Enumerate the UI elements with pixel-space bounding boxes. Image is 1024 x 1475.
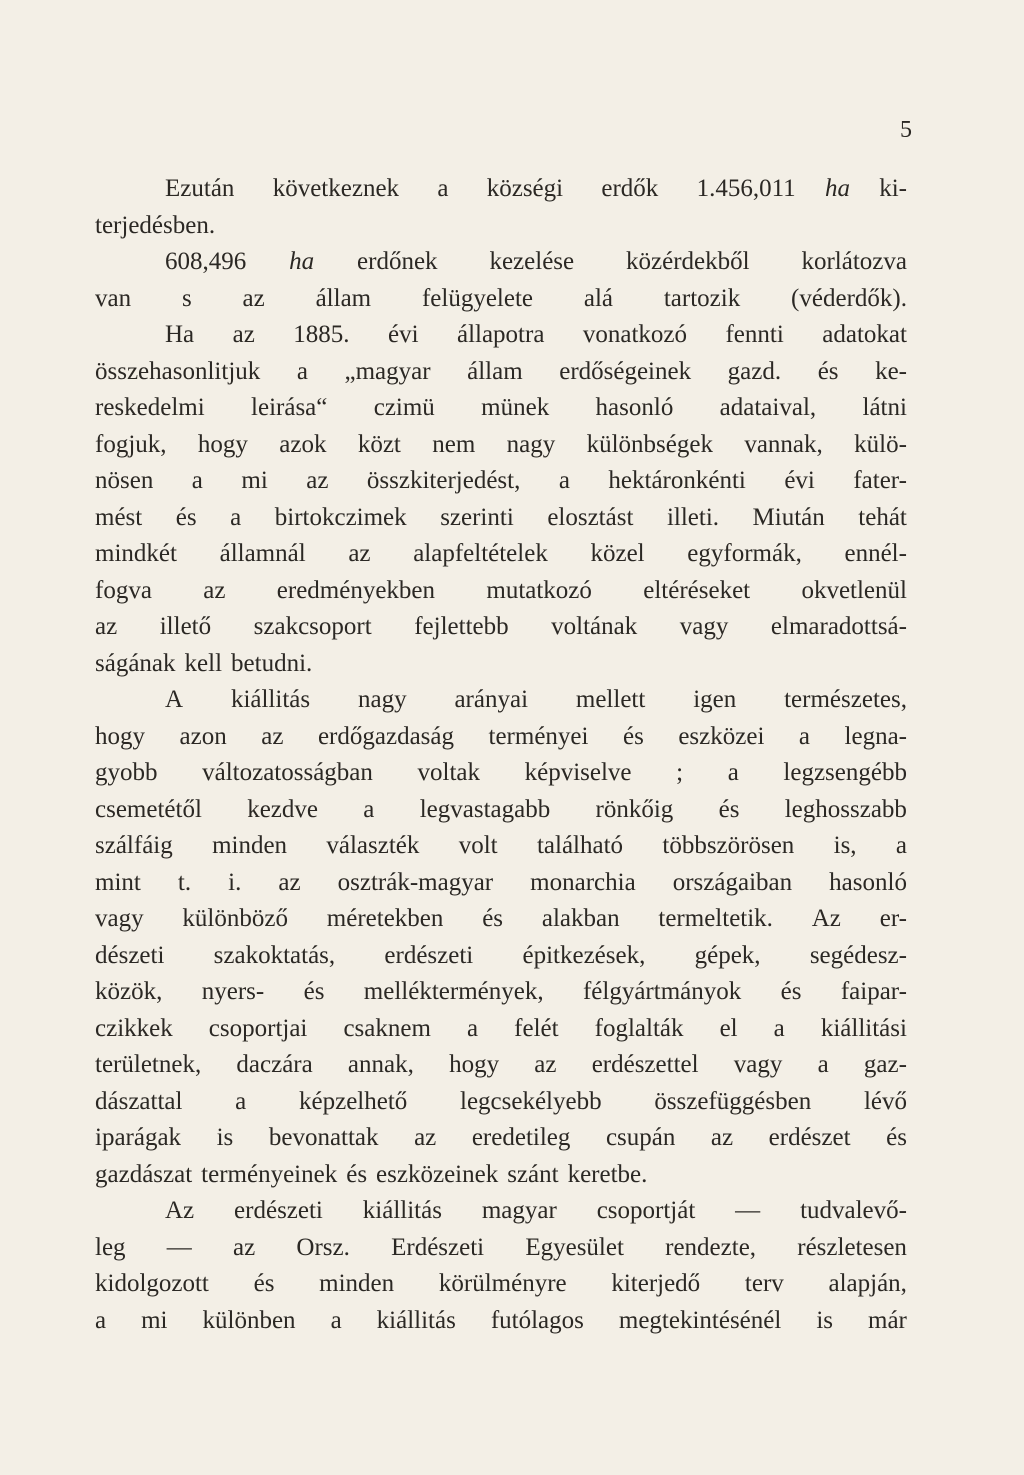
word: ki- bbox=[879, 175, 907, 202]
word: vonatkozó bbox=[582, 321, 688, 348]
word: és bbox=[718, 795, 740, 823]
word: többszörösen bbox=[662, 832, 795, 859]
page-number: 5 bbox=[900, 117, 912, 143]
word: évi bbox=[387, 321, 419, 348]
word: dászattal bbox=[95, 1087, 183, 1115]
word: tartozik bbox=[663, 284, 741, 312]
word: ha bbox=[824, 175, 850, 202]
word: erdészeti bbox=[234, 1197, 323, 1224]
word: erdészet bbox=[768, 1124, 851, 1151]
word: hasonló bbox=[829, 868, 907, 896]
word: is bbox=[816, 1306, 834, 1334]
word: az bbox=[203, 576, 226, 604]
word: Ezután bbox=[165, 175, 235, 202]
word: voltak bbox=[417, 759, 480, 786]
text-line bbox=[95, 1303, 907, 1340]
word: hasonló bbox=[595, 394, 674, 421]
word: adatokat bbox=[822, 321, 907, 348]
word: erdészeti bbox=[384, 941, 474, 969]
word: félgyártmányok bbox=[582, 978, 742, 1005]
word: mést bbox=[95, 503, 143, 531]
word: legna- bbox=[844, 722, 907, 750]
word: fejlettebb bbox=[414, 613, 509, 640]
word: volt bbox=[458, 832, 498, 859]
word: megtekintésénél bbox=[618, 1306, 782, 1334]
text-line bbox=[95, 1084, 907, 1121]
word: eredményekben bbox=[276, 576, 436, 604]
word: csemetétől bbox=[95, 795, 202, 823]
word: mindkét bbox=[95, 540, 177, 567]
word: községi bbox=[486, 175, 564, 202]
word: bevonattak bbox=[268, 1124, 379, 1151]
word: i. bbox=[228, 868, 242, 896]
word: eszközei bbox=[678, 722, 765, 750]
word: fennti bbox=[725, 321, 784, 348]
word: nagy bbox=[357, 686, 407, 713]
word: eszközeinek bbox=[376, 1160, 499, 1188]
word: ; bbox=[676, 759, 684, 786]
word: czikkek bbox=[95, 1014, 173, 1042]
word: a bbox=[895, 832, 907, 859]
word: annak, bbox=[347, 1051, 414, 1078]
word: mint bbox=[95, 868, 141, 896]
word: nagy bbox=[506, 430, 556, 458]
word: erdészettel bbox=[591, 1051, 699, 1078]
text-line bbox=[95, 500, 907, 537]
word: arányai bbox=[454, 686, 529, 713]
word: futólagos bbox=[490, 1306, 584, 1334]
word: hogy bbox=[95, 722, 145, 750]
word: különben bbox=[202, 1306, 296, 1334]
word: eredetileg bbox=[471, 1124, 571, 1151]
word: osztrák-magyar bbox=[337, 868, 494, 896]
word: birtokczimek bbox=[274, 503, 407, 531]
word: magyar bbox=[481, 1197, 557, 1224]
word: elosztást bbox=[547, 503, 634, 531]
word: külö- bbox=[854, 430, 907, 458]
word: kiállitás bbox=[362, 1197, 442, 1224]
word: a bbox=[191, 467, 203, 494]
word: szánt bbox=[507, 1160, 559, 1188]
word: melléktermények, bbox=[363, 978, 544, 1005]
word: 1885. bbox=[293, 321, 350, 348]
word: csupán bbox=[605, 1124, 676, 1151]
word: országaiban bbox=[672, 868, 793, 896]
word: az bbox=[414, 1124, 437, 1151]
word: csoportjai bbox=[208, 1014, 308, 1042]
word: csaknem bbox=[343, 1014, 431, 1042]
word: kezdve bbox=[247, 795, 318, 823]
word: leirása“ bbox=[251, 394, 328, 421]
word: alapján, bbox=[828, 1270, 907, 1297]
text-line bbox=[95, 719, 907, 756]
word: münek bbox=[481, 394, 550, 421]
word: kiállitás bbox=[376, 1306, 456, 1334]
word: választék bbox=[326, 832, 420, 859]
word: leghosszabb bbox=[784, 795, 907, 823]
word: szálfáig bbox=[95, 832, 173, 859]
word: dészeti bbox=[95, 941, 165, 969]
word: az bbox=[534, 1051, 557, 1078]
word: képviselve bbox=[524, 759, 632, 786]
word: daczára bbox=[236, 1051, 313, 1078]
word: legcsekélyebb bbox=[460, 1087, 602, 1115]
text-line bbox=[95, 792, 907, 829]
word: fogjuk, bbox=[95, 430, 167, 458]
word: és bbox=[303, 978, 325, 1005]
word: gazd. bbox=[727, 357, 782, 385]
word: közök, bbox=[95, 978, 163, 1005]
word: az bbox=[242, 284, 265, 312]
word: — bbox=[735, 1197, 761, 1224]
word: van bbox=[95, 284, 132, 312]
word: természetes, bbox=[784, 686, 907, 713]
word: „magyar bbox=[344, 357, 431, 385]
word: azok bbox=[279, 430, 327, 458]
word: tudvalevő- bbox=[800, 1197, 907, 1224]
word: részletesen bbox=[797, 1233, 907, 1261]
word: mi bbox=[241, 467, 268, 494]
word: gépek, bbox=[694, 941, 761, 969]
text-line bbox=[95, 1157, 907, 1194]
word: a bbox=[817, 1051, 829, 1078]
word: a bbox=[437, 175, 449, 202]
text-line bbox=[95, 938, 907, 975]
word: állam bbox=[315, 284, 372, 312]
word: a bbox=[466, 1014, 479, 1042]
text-line bbox=[95, 609, 907, 646]
word: termeltetik. bbox=[658, 905, 773, 932]
word: ha bbox=[289, 248, 315, 275]
word: betudni. bbox=[231, 649, 313, 677]
word: és bbox=[253, 1270, 275, 1297]
text-line bbox=[95, 1047, 907, 1084]
word: hektáronkénti bbox=[608, 467, 746, 494]
word: közérdekből bbox=[626, 248, 750, 275]
text-line bbox=[95, 208, 907, 245]
word: képzelhető bbox=[299, 1087, 408, 1115]
word: terményei bbox=[488, 722, 589, 750]
word: ennél- bbox=[844, 540, 907, 567]
word: segédesz- bbox=[809, 941, 907, 969]
word: államnál bbox=[219, 540, 306, 567]
word: nyers- bbox=[201, 978, 265, 1005]
word: a bbox=[773, 1014, 785, 1042]
word: nem bbox=[432, 430, 476, 458]
word: legvastagabb bbox=[419, 795, 551, 823]
word: reskedelmi bbox=[95, 394, 205, 421]
word: a bbox=[95, 1306, 107, 1334]
word: kiállitási bbox=[820, 1014, 907, 1042]
word: minden bbox=[212, 832, 288, 859]
word: és bbox=[817, 357, 839, 385]
word: az bbox=[261, 722, 284, 750]
word: és bbox=[780, 978, 802, 1005]
word: méretekben bbox=[326, 905, 444, 932]
word: a bbox=[330, 1306, 342, 1334]
word: erdőségeinek bbox=[559, 357, 692, 385]
word: ságának bbox=[95, 649, 176, 677]
word: terv bbox=[744, 1270, 784, 1297]
text-line bbox=[95, 1193, 907, 1230]
text-line bbox=[95, 682, 907, 719]
word: szerinti bbox=[440, 503, 514, 531]
word: tehát bbox=[858, 503, 907, 531]
word: az bbox=[232, 1233, 256, 1261]
word: az bbox=[95, 613, 118, 640]
text-line bbox=[95, 390, 907, 427]
word: rendezte, bbox=[665, 1233, 757, 1261]
text-line bbox=[95, 865, 907, 902]
text-line bbox=[95, 901, 907, 938]
word: gyobb bbox=[95, 759, 158, 786]
text-line bbox=[95, 755, 907, 792]
word: található bbox=[536, 832, 624, 859]
word: felügyelete bbox=[421, 284, 534, 312]
word: 608,496 bbox=[165, 248, 247, 275]
text-line bbox=[95, 1120, 907, 1157]
word: Orsz. bbox=[296, 1233, 350, 1261]
word: illető bbox=[159, 613, 212, 640]
word: Ha bbox=[165, 321, 195, 348]
word: rönkőig bbox=[595, 795, 674, 823]
text-line bbox=[95, 828, 907, 865]
word: vagy bbox=[679, 613, 729, 640]
word: az bbox=[710, 1124, 734, 1151]
word: okvetlenül bbox=[801, 576, 907, 604]
word: a bbox=[235, 1087, 247, 1115]
word: erdők bbox=[601, 175, 659, 202]
word: legzsengébb bbox=[783, 759, 907, 786]
word: a bbox=[230, 503, 242, 531]
word: er- bbox=[879, 905, 907, 932]
word: és bbox=[622, 722, 644, 750]
word: gaz- bbox=[863, 1051, 907, 1078]
text-line bbox=[95, 646, 907, 683]
text-line bbox=[95, 1266, 907, 1303]
word: egyformák, bbox=[687, 540, 802, 567]
word: voltának bbox=[551, 613, 638, 640]
word: és bbox=[175, 503, 197, 531]
word: változatosságban bbox=[202, 759, 373, 786]
word: és bbox=[482, 905, 504, 932]
word: mi bbox=[141, 1306, 168, 1334]
word: lévő bbox=[863, 1087, 907, 1115]
text-line bbox=[95, 463, 907, 500]
word: eltéréseket bbox=[643, 576, 751, 604]
text-line bbox=[95, 974, 907, 1011]
word: állam bbox=[467, 357, 523, 385]
word: állapotra bbox=[456, 321, 545, 348]
word: azon bbox=[179, 722, 227, 750]
word: kezelése bbox=[489, 248, 575, 275]
word: vagy bbox=[95, 905, 144, 932]
word: a bbox=[558, 467, 570, 494]
word: és bbox=[886, 1124, 907, 1151]
word: az bbox=[278, 868, 301, 896]
word: alapfeltételek bbox=[413, 540, 548, 567]
word: keretbe. bbox=[567, 1160, 648, 1188]
text-line bbox=[95, 317, 907, 354]
word: közt bbox=[357, 430, 401, 458]
word: czimü bbox=[373, 394, 435, 421]
text-line bbox=[95, 1011, 907, 1048]
word: alá bbox=[583, 284, 613, 312]
word: a bbox=[363, 795, 375, 823]
word: összkiterjedést, bbox=[366, 467, 521, 494]
text-line bbox=[95, 281, 907, 318]
word: terjedésben. bbox=[95, 211, 216, 239]
word: illeti. bbox=[666, 503, 720, 531]
word: összehasonlitjuk bbox=[95, 357, 261, 385]
word: ke- bbox=[875, 357, 907, 385]
word: a bbox=[798, 722, 811, 750]
word: terményeinek bbox=[201, 1160, 338, 1188]
word: csoportját bbox=[596, 1197, 696, 1224]
word: összefüggésben bbox=[654, 1087, 812, 1115]
word: is, bbox=[833, 832, 857, 859]
word: és bbox=[346, 1160, 368, 1188]
word: leg bbox=[95, 1233, 126, 1261]
word: kiterjedő bbox=[611, 1270, 701, 1297]
word: is bbox=[216, 1124, 234, 1151]
word: t. bbox=[177, 868, 192, 896]
word: s bbox=[181, 284, 192, 312]
word: évi bbox=[784, 467, 815, 494]
word: az bbox=[348, 540, 371, 567]
word: az bbox=[306, 467, 329, 494]
word: 1.456,011 bbox=[696, 175, 796, 202]
word: faipar- bbox=[840, 978, 907, 1005]
word: vagy bbox=[733, 1051, 783, 1078]
word: korlátozva bbox=[801, 248, 907, 275]
word: felét bbox=[514, 1014, 559, 1042]
text-line bbox=[95, 573, 907, 610]
text-line bbox=[95, 244, 907, 281]
word: már bbox=[868, 1306, 907, 1334]
word: igen bbox=[693, 686, 737, 713]
word: kidolgozott bbox=[95, 1270, 209, 1297]
word: monarchia bbox=[530, 868, 636, 896]
word: mutatkozó bbox=[486, 576, 592, 604]
word: fater- bbox=[853, 467, 907, 494]
text-line bbox=[95, 536, 907, 573]
word: elmaradottsá- bbox=[770, 613, 907, 640]
word: (véderdők). bbox=[791, 284, 907, 312]
word: a bbox=[296, 357, 308, 385]
text-line bbox=[95, 427, 907, 464]
word: minden bbox=[319, 1270, 395, 1297]
word: A bbox=[165, 686, 184, 713]
word: gazdászat bbox=[95, 1160, 193, 1188]
word: a bbox=[727, 759, 739, 786]
word: erdőnek bbox=[357, 248, 438, 275]
word: el bbox=[719, 1014, 738, 1042]
word: kell bbox=[184, 649, 223, 677]
body-text bbox=[95, 171, 907, 1339]
word: épitkezések, bbox=[522, 941, 646, 969]
word: Az bbox=[811, 905, 841, 932]
word: látni bbox=[862, 394, 907, 421]
word: iparágak bbox=[95, 1124, 182, 1151]
text-line bbox=[95, 354, 907, 391]
word: nösen bbox=[95, 467, 154, 494]
word: fogva bbox=[95, 576, 152, 604]
word: következnek bbox=[272, 175, 400, 202]
word: szakcsoport bbox=[253, 613, 372, 640]
word: közel bbox=[590, 540, 645, 567]
text-line bbox=[95, 171, 907, 208]
word: hogy bbox=[197, 430, 248, 458]
word: területnek, bbox=[95, 1051, 202, 1078]
word: Egyesület bbox=[525, 1233, 624, 1261]
word: körülményre bbox=[438, 1270, 567, 1297]
word: különbségek bbox=[586, 430, 713, 458]
word: Erdészeti bbox=[391, 1233, 485, 1261]
word: Az bbox=[165, 1197, 195, 1224]
word: különböző bbox=[182, 905, 288, 932]
word: vannak, bbox=[744, 430, 823, 458]
word: adataival, bbox=[719, 394, 817, 421]
word: alakban bbox=[541, 905, 620, 932]
word: hogy bbox=[449, 1051, 500, 1078]
text-line bbox=[95, 1230, 907, 1267]
word: foglalták bbox=[594, 1014, 684, 1042]
word: — bbox=[166, 1233, 192, 1261]
word: mellett bbox=[575, 686, 646, 713]
word: Miután bbox=[752, 503, 825, 531]
word: kiállitás bbox=[230, 686, 311, 713]
word: szakoktatás, bbox=[213, 941, 336, 969]
word: az bbox=[232, 321, 255, 348]
word: erdőgazdaság bbox=[317, 722, 454, 750]
